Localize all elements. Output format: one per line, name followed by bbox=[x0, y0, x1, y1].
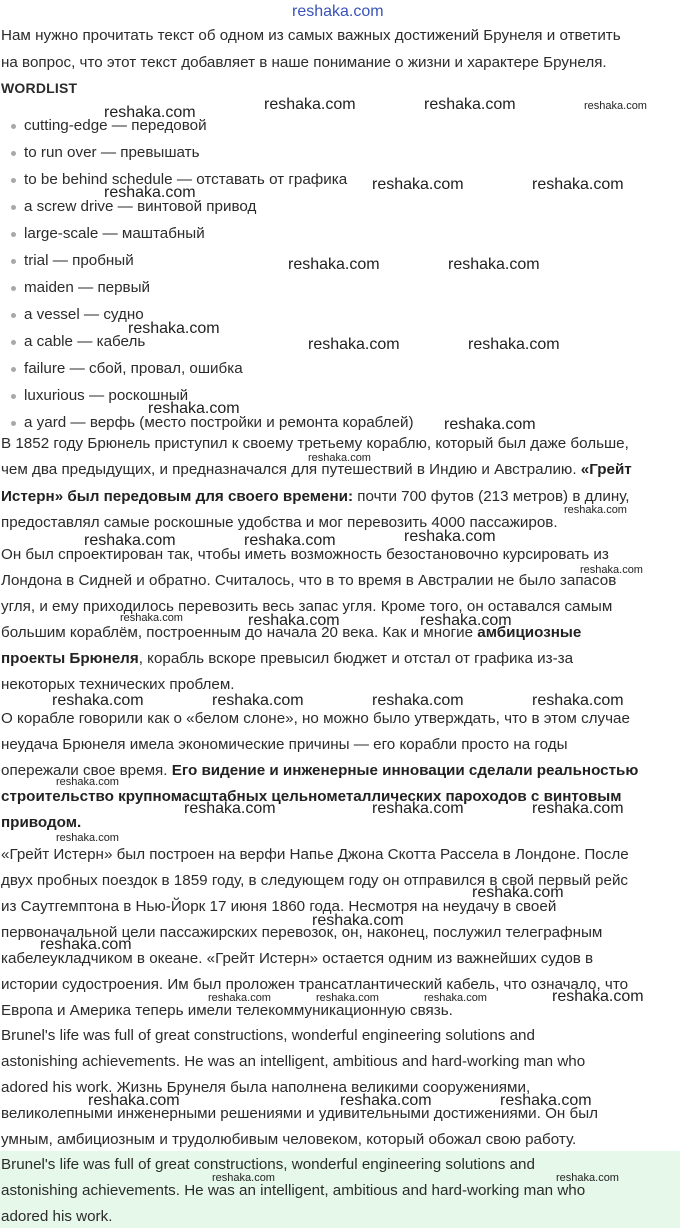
intro-line: Нам нужно прочитать текст об одном из самых важных достижений Брунеля и ответить bbox=[1, 27, 621, 44]
text-line: В 1852 году Брюнель приступил к своему третьему кораблю, который был даже больше, bbox=[1, 435, 629, 452]
text-line: проекты Брюнеля, корабль вскоре превысил бюджет и отстал от графика из-за bbox=[1, 650, 574, 667]
watermark: reshaka.com bbox=[264, 96, 356, 113]
watermark: reshaka.com bbox=[340, 1092, 432, 1109]
watermark: reshaka.com bbox=[468, 336, 560, 353]
watermark: reshaka.com bbox=[104, 104, 196, 121]
watermark: reshaka.com bbox=[316, 992, 379, 1004]
watermark: reshaka.com bbox=[444, 416, 536, 433]
watermark: reshaka.com bbox=[532, 800, 624, 817]
bullet-dot-icon bbox=[11, 313, 16, 318]
text-line: Brunel's life was full of great constructions, wonderful engineering solutions and bbox=[1, 1027, 535, 1044]
text-line: «Грейт Истерн» был построен на верфи Напье Джона Скотта Рассела в Лондоне. После bbox=[1, 846, 629, 863]
wordlist-item: to be behind schedule — отставать от графика bbox=[0, 172, 414, 199]
text-line: двух пробных поездок в 1859 году, в следующем году он отправился в свой первый рейс bbox=[1, 872, 629, 889]
bullet-dot-icon bbox=[11, 232, 16, 237]
text-line: из Саутгемптона в Нью-Йорк 17 июня 1860 года. Несмотря на неудачу в своей bbox=[1, 898, 557, 915]
wordlist-item: a yard — верфь (место постройки и ремонта кораблей) bbox=[0, 415, 414, 442]
watermark: reshaka.com bbox=[308, 336, 400, 353]
watermark: reshaka.com bbox=[564, 504, 627, 516]
watermark: reshaka.com bbox=[372, 800, 464, 817]
text-line: угля, и ему приходилось перевозить весь запас угля. Кроме того, он оставался самым bbox=[1, 598, 613, 615]
text-line: опережали свое время. Его видение и инженерные инновации сделали реальностью bbox=[1, 762, 639, 779]
watermark: reshaka.com bbox=[184, 800, 276, 817]
wordlist-item: to run over — превышать bbox=[0, 145, 414, 172]
text-line: неудача Брюнеля имела экономические причины — его корабли просто на годы bbox=[1, 736, 568, 753]
text-line: О корабле говорили как о «белом слоне», но можно было утверждать, что в этом случае bbox=[1, 710, 630, 727]
watermark: reshaka.com bbox=[372, 176, 464, 193]
watermark: reshaka.com bbox=[424, 96, 516, 113]
text-line: Истерн» был передовым для своего времени: почти 700 футов (213 метров) в длину, bbox=[1, 488, 630, 505]
wordlist-item: a cable — кабель bbox=[0, 334, 414, 361]
watermark: reshaka.com bbox=[244, 532, 336, 549]
watermark: reshaka.com bbox=[40, 936, 132, 953]
text-line: Европа и Америка теперь имели телекоммуникационную связь. bbox=[1, 1002, 453, 1019]
wordlist-item: cutting-edge — передовой bbox=[0, 118, 414, 145]
text-line: великолепными инженерными решениями и удивительными достижениями. Он был bbox=[1, 1105, 599, 1122]
watermark: reshaka.com bbox=[420, 612, 512, 629]
watermark: reshaka.com bbox=[448, 256, 540, 273]
watermark: reshaka.com bbox=[52, 692, 144, 709]
text-line: astonishing achievements. He was an intelligent, ambitious and hard-working man who bbox=[1, 1053, 586, 1070]
watermark: reshaka.com bbox=[212, 692, 304, 709]
watermark: reshaka.com bbox=[288, 256, 380, 273]
wordlist-item: maiden — первый bbox=[0, 280, 414, 307]
bullet-dot-icon bbox=[11, 151, 16, 156]
wordlist-item: a screw drive — винтовой привод bbox=[0, 199, 414, 226]
watermark: reshaka.com bbox=[372, 692, 464, 709]
watermark: reshaka.com bbox=[500, 1092, 592, 1109]
bullet-dot-icon bbox=[11, 340, 16, 345]
wordlist-item: large-scale — маштабный bbox=[0, 226, 414, 253]
watermark: reshaka.com bbox=[472, 884, 564, 901]
watermark: reshaka.com bbox=[584, 100, 647, 112]
watermark: reshaka.com bbox=[556, 1172, 619, 1184]
watermark: reshaka.com bbox=[128, 320, 220, 337]
answer-line: Brunel's life was full of great constructions, wonderful engineering solutions and bbox=[1, 1156, 535, 1173]
watermark: reshaka.com bbox=[308, 452, 371, 464]
text-line: приводом. bbox=[1, 814, 82, 831]
bullet-dot-icon bbox=[11, 259, 16, 264]
text-line: большим кораблём, построенным до начала 20 века. Как и многие амбициозные bbox=[1, 624, 582, 641]
text-line: истории судостроения. Им был проложен трансатлантический кабель, что означало, что bbox=[1, 976, 629, 993]
answer-line: adored his work. bbox=[1, 1208, 113, 1225]
watermark: reshaka.com bbox=[84, 532, 176, 549]
bullet-dot-icon bbox=[11, 394, 16, 399]
text-line: предоставлял самые роскошные удобства и мог перевозить 4000 пассажиров. bbox=[1, 514, 558, 531]
wordlist-heading: WORDLIST bbox=[1, 80, 78, 96]
watermark: reshaka.com bbox=[404, 528, 496, 545]
wordlist-item: a vessel — судно bbox=[0, 307, 414, 334]
site-watermark-header[interactable]: reshaka.com bbox=[292, 3, 384, 20]
watermark: reshaka.com bbox=[120, 612, 183, 624]
text-line: Он был спроектирован так, чтобы иметь возможность безостановочно курсировать из bbox=[1, 546, 609, 563]
wordlist-item: luxurious — роскошный bbox=[0, 388, 414, 415]
watermark: reshaka.com bbox=[104, 184, 196, 201]
text-line: Лондона в Сидней и обратно. Считалось, что в то время в Австралии не было запасов bbox=[1, 572, 617, 589]
text-line: умным, амбициозным и трудолюбивым человеком, который обожал свою работу. bbox=[1, 1131, 577, 1148]
watermark: reshaka.com bbox=[532, 692, 624, 709]
bullet-dot-icon bbox=[11, 205, 16, 210]
answer-line: astonishing achievements. He was an intelligent, ambitious and hard-working man who bbox=[1, 1182, 586, 1199]
wordlist bbox=[0, 118, 414, 442]
watermark: reshaka.com bbox=[424, 992, 487, 1004]
watermark: reshaka.com bbox=[88, 1092, 180, 1109]
bullet-dot-icon bbox=[11, 367, 16, 372]
text-line: adored his work. Жизнь Брунеля была наполнена великими сооружениями, bbox=[1, 1079, 531, 1096]
watermark: reshaka.com bbox=[532, 176, 624, 193]
text-line: некоторых технических проблем. bbox=[1, 676, 235, 693]
watermark: reshaka.com bbox=[212, 1172, 275, 1184]
watermark: reshaka.com bbox=[208, 992, 271, 1004]
bullet-dot-icon bbox=[11, 286, 16, 291]
watermark: reshaka.com bbox=[56, 776, 119, 788]
watermark: reshaka.com bbox=[56, 832, 119, 844]
watermark: reshaka.com bbox=[312, 912, 404, 929]
text-line: первоначальной цели пассажирских перевозок, он, наконец, послужил телеграфным bbox=[1, 924, 603, 941]
intro-line: на вопрос, что этот текст добавляет в наше понимание о жизни и характере Брунеля. bbox=[1, 54, 607, 71]
bullet-dot-icon bbox=[11, 124, 16, 129]
watermark: reshaka.com bbox=[148, 400, 240, 417]
text-line: строительство крупномасштабных цельнометаллических пароходов с винтовым bbox=[1, 788, 622, 805]
text-line: чем два предыдущих, и предназначался для путешествий в Индию и Австралию. «Грейт bbox=[1, 461, 632, 478]
bullet-dot-icon bbox=[11, 421, 16, 426]
watermark: reshaka.com bbox=[552, 988, 644, 1005]
watermark: reshaka.com bbox=[248, 612, 340, 629]
wordlist-item: failure — сбой, провал, ошибка bbox=[0, 361, 414, 388]
watermark: reshaka.com bbox=[580, 564, 643, 576]
text-line: кабелеукладчиком в океане. «Грейт Истерн» остается одним из важнейших судов в bbox=[1, 950, 594, 967]
wordlist-item: trial — пробный bbox=[0, 253, 414, 280]
bullet-dot-icon bbox=[11, 178, 16, 183]
